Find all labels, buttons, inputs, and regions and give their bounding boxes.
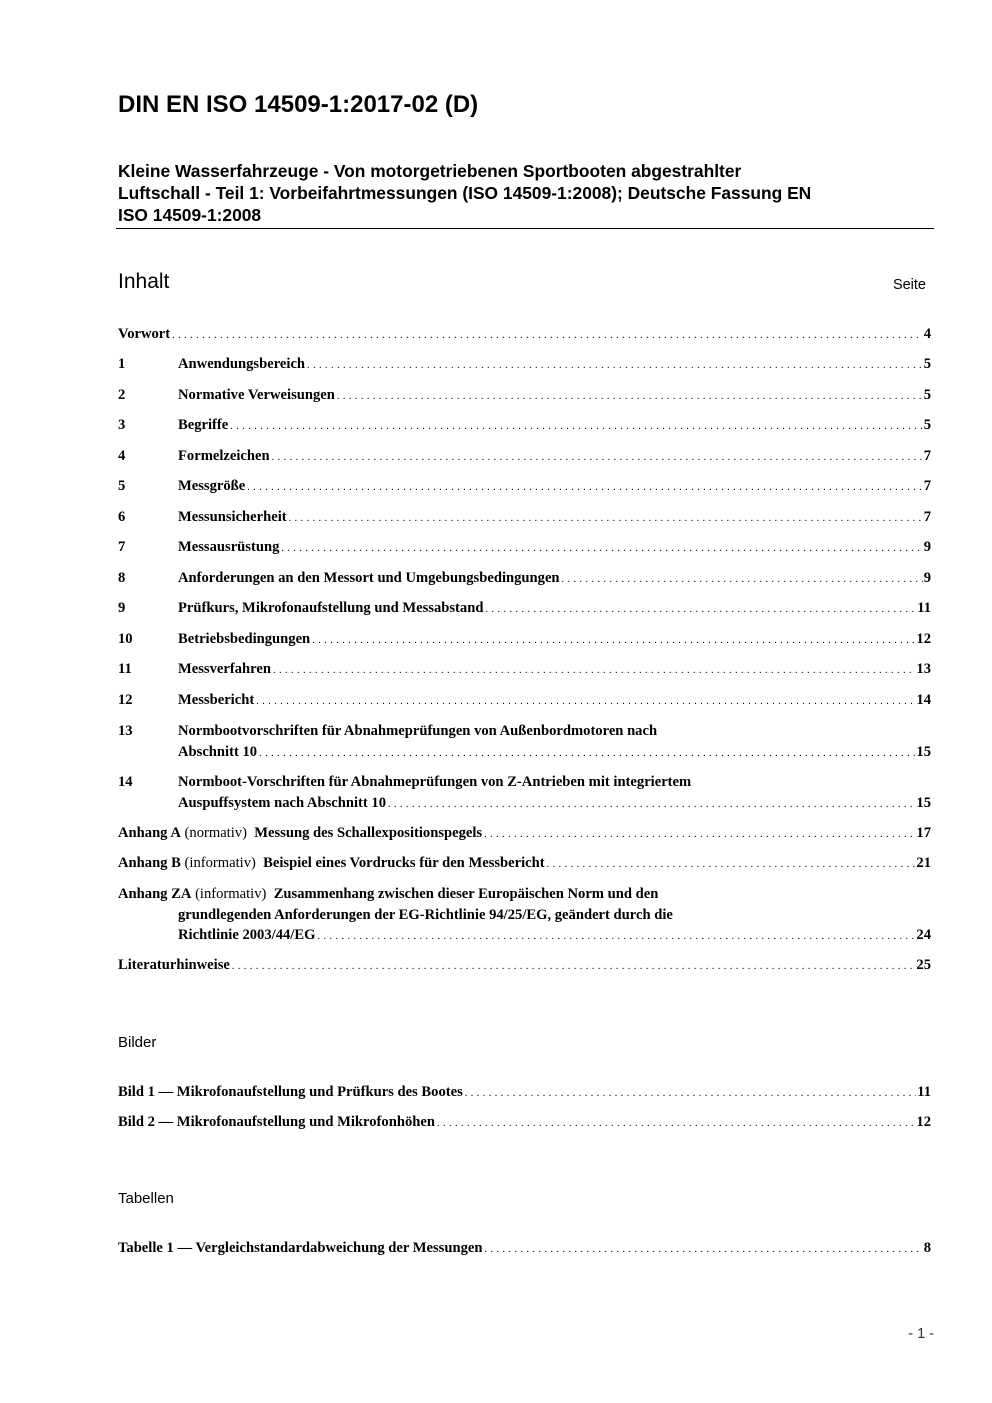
dot-leader xyxy=(312,631,915,652)
toc-entry-title: Normative Verweisungen xyxy=(178,387,335,403)
annex-label: Anhang A xyxy=(118,825,181,841)
toc-entry-title-continued: Richtlinie 2003/44/EG xyxy=(178,927,316,943)
toc-entry-13[interactable] xyxy=(118,721,931,764)
dot-leader xyxy=(484,1240,922,1261)
dot-leader xyxy=(289,509,923,530)
annex-label: Anhang B xyxy=(118,855,181,871)
dot-leader xyxy=(465,1084,916,1105)
page-column-label: Seite xyxy=(892,277,926,293)
toc-entry-14[interactable] xyxy=(118,772,931,815)
toc-entry-page: 8 xyxy=(923,1240,931,1256)
toc-entry-title: Zusammenhang zwischen dieser Europäischen Norm und den xyxy=(273,886,659,902)
toc-entry-title: Anforderungen an den Messort und Umgebungsbedingungen xyxy=(178,570,560,586)
contents-heading: Inhalt xyxy=(118,270,170,293)
toc-entry-title: Formelzeichen xyxy=(178,448,270,464)
toc-annex-a[interactable] xyxy=(118,823,931,846)
toc-entry-vorwort[interactable] xyxy=(118,324,931,347)
dot-leader xyxy=(272,448,923,469)
dot-leader xyxy=(484,825,915,846)
toc-entry-number: 11 xyxy=(118,661,132,677)
toc-entry-title: Messgröße xyxy=(178,478,246,494)
document-title-line: Luftschall - Teil 1: Vorbeifahrtmessungen (ISO 14509-1:2008); Deutsche Fassung EN xyxy=(118,183,812,203)
toc-entry-page: 25 xyxy=(916,957,931,973)
toc-entry-number: 14 xyxy=(118,774,133,790)
toc-entry-title: Normbootvorschriften für Abnahmeprüfungen von Außenbordmotoren nach xyxy=(178,723,658,739)
toc-entry-5[interactable] xyxy=(118,476,931,499)
toc-figure-1[interactable] xyxy=(118,1082,931,1105)
dot-leader xyxy=(259,744,915,765)
toc-entry-page: 7 xyxy=(923,509,931,525)
toc-entry-11[interactable] xyxy=(118,659,931,682)
toc-annex-za[interactable] xyxy=(118,884,931,948)
toc-entry-title: Betriebsbedingungen xyxy=(178,631,311,647)
toc-entry-6[interactable] xyxy=(118,507,931,530)
toc-entry-title: Messbericht xyxy=(178,692,255,708)
toc-entry-page: 12 xyxy=(916,1114,931,1130)
dot-leader xyxy=(172,326,923,347)
toc-entry-page: 5 xyxy=(923,387,931,403)
toc-entry-title-continued: grundlegenden Anforderungen der EG-Richtlinie 94/25/EG, geändert durch die xyxy=(178,906,673,923)
toc-entry-number: 7 xyxy=(118,539,126,555)
toc-entry-title: Begriffe xyxy=(178,417,229,433)
toc-entry-page: 11 xyxy=(917,1084,931,1100)
toc-table-1[interactable] xyxy=(118,1238,931,1261)
toc-entry-page: 21 xyxy=(916,855,931,871)
toc-entry-number: 9 xyxy=(118,600,126,616)
toc-entry-3[interactable] xyxy=(118,415,931,438)
annex-label: Anhang ZA xyxy=(118,886,192,902)
toc-entry-12[interactable] xyxy=(118,690,931,713)
toc-entry-4[interactable] xyxy=(118,446,931,469)
toc-entry-title: Messausrüstung xyxy=(178,539,280,555)
dot-leader xyxy=(337,387,923,408)
toc-entry-page: 15 xyxy=(916,743,931,760)
toc-entry-title: Messverfahren xyxy=(178,661,271,677)
annex-kind: (informativ) xyxy=(195,886,267,902)
toc-entry-title: Messung des Schallexpositionspegels xyxy=(254,825,483,841)
toc-entry-title: Normboot-Vorschriften für Abnahmeprüfungen von Z-Antrieben mit integriertem xyxy=(178,774,692,790)
toc-entry-number: 13 xyxy=(118,723,133,739)
toc-entry-number: 2 xyxy=(118,387,126,403)
toc-entry-title: Vorwort xyxy=(118,326,171,342)
toc-entry-number: 10 xyxy=(118,631,133,647)
tables-heading: Tabellen xyxy=(118,1190,174,1207)
toc-entry-number: 3 xyxy=(118,417,126,433)
dot-leader xyxy=(281,539,922,560)
toc-entry-page: 24 xyxy=(916,927,931,943)
toc-entry-title: Bild 1 — Mikrofonaufstellung und Prüfkurs des Bootes xyxy=(118,1084,463,1100)
toc-entry-number: 4 xyxy=(118,448,126,464)
dot-leader xyxy=(547,855,916,876)
toc-entry-page: 7 xyxy=(923,478,931,494)
toc-entry-title: Tabelle 1 — Vergleichstandardabweichung der Messungen xyxy=(118,1240,483,1256)
annex-kind: (informativ) xyxy=(184,855,256,871)
document-title-line: Kleine Wasserfahrzeuge - Von motorgetriebenen Sportbooten abgestrahlter xyxy=(118,161,742,181)
toc-entry-2[interactable] xyxy=(118,385,931,408)
document-title xyxy=(118,160,933,226)
toc-entry-page: 17 xyxy=(916,825,931,841)
figures-heading: Bilder xyxy=(118,1034,157,1051)
dot-leader xyxy=(562,570,923,591)
toc-entry-page: 14 xyxy=(916,692,931,708)
dot-leader xyxy=(256,692,915,713)
toc-entry-title: Beispiel eines Vordrucks für den Messbericht xyxy=(263,855,545,871)
document-title-line: ISO 14509-1:2008 xyxy=(118,205,262,225)
toc-annex-b[interactable] xyxy=(118,853,931,876)
dot-leader xyxy=(232,957,916,978)
toc-entry-title-continued: Auspuffsystem nach Abschnitt 10 xyxy=(178,794,386,811)
toc-entry-title: Prüfkurs, Mikrofonaufstellung und Messabstand xyxy=(178,600,484,616)
toc-entry-number: 6 xyxy=(118,509,126,525)
toc-entry-page: 5 xyxy=(923,417,931,433)
toc-entry-page: 11 xyxy=(917,600,931,616)
toc-entry-number: 1 xyxy=(118,356,126,372)
toc-entry-number: 8 xyxy=(118,570,126,586)
toc-entry-8[interactable] xyxy=(118,568,931,591)
dot-leader xyxy=(247,478,922,499)
toc-entry-page: 12 xyxy=(916,631,931,647)
toc-entry-number: 12 xyxy=(118,692,133,708)
dot-leader xyxy=(273,661,915,682)
toc-bibliography[interactable] xyxy=(118,955,931,978)
toc-entry-title: Messunsicherheit xyxy=(178,509,287,525)
title-divider xyxy=(116,228,934,229)
toc-entry-page: 13 xyxy=(916,661,931,677)
toc-figure-2[interactable] xyxy=(118,1112,931,1135)
toc-entry-page: 4 xyxy=(923,326,931,342)
document-id: DIN EN ISO 14509-1:2017-02 (D) xyxy=(118,91,479,118)
toc-entry-number: 5 xyxy=(118,478,126,494)
toc-entry-page: 15 xyxy=(916,794,931,811)
toc-entry-page: 5 xyxy=(923,356,931,372)
toc-entry-title: Literaturhinweise xyxy=(118,957,230,973)
dot-leader xyxy=(437,1114,915,1135)
toc-entry-title: Anwendungsbereich xyxy=(178,356,306,372)
toc-entry-7[interactable] xyxy=(118,537,931,560)
dot-leader xyxy=(485,600,916,621)
toc-entry-page: 7 xyxy=(923,448,931,464)
dot-leader xyxy=(317,927,915,948)
toc-entry-9[interactable] xyxy=(118,598,931,621)
toc-entry-title: Bild 2 — Mikrofonaufstellung und Mikrofonhöhen xyxy=(118,1114,435,1130)
toc-entry-title-continued: Abschnitt 10 xyxy=(178,743,258,760)
dot-leader xyxy=(230,417,922,438)
dot-leader xyxy=(388,795,915,816)
toc-entry-10[interactable] xyxy=(118,629,931,652)
toc-entry-page: 9 xyxy=(923,570,931,586)
toc-entry-page: 9 xyxy=(923,539,931,555)
toc-entry-1[interactable] xyxy=(118,354,931,377)
annex-kind: (normativ) xyxy=(184,825,247,841)
dot-leader xyxy=(307,356,923,377)
page-number: - 1 - xyxy=(908,1326,934,1342)
